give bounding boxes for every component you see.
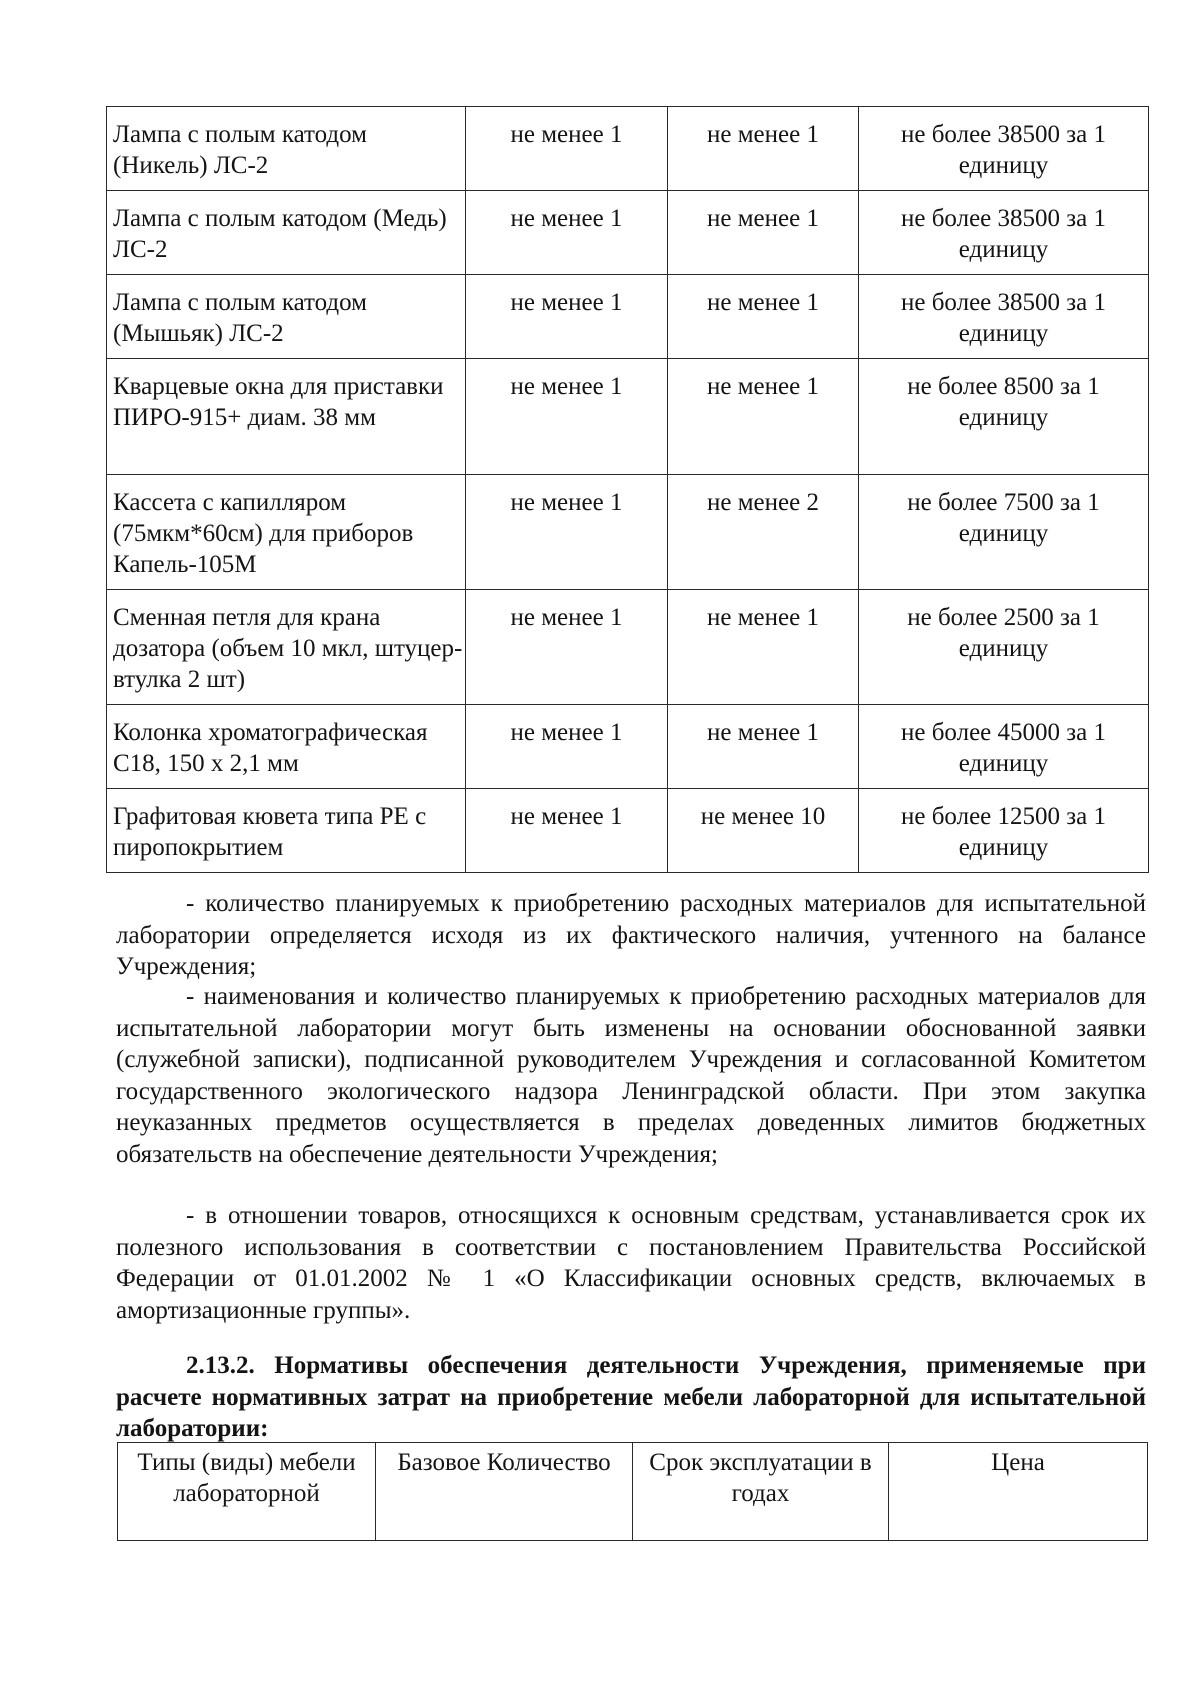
item-quantity-second: не менее 1 [668,107,859,191]
table-row [107,191,1149,275]
table-header-row [118,1443,1148,1541]
item-name: Лампа с полым катодом (Никель) ЛС-2 [107,107,466,191]
item-price: не более 38500 за 1 единицу [859,107,1149,191]
table-row [107,789,1149,873]
table-row [107,475,1149,590]
item-price: не более 38500 за 1 единицу [859,191,1149,275]
section-heading: 2.13.2. Нормативы обеспечения деятельности Учреждения, применяемые при расчете нормативных затрат на приобретение мебели лабораторной для испытательной лаборатории: [116,1352,1146,1442]
table-row [107,275,1149,359]
paragraph-quantity-basis: - количество планируемых к приобретению расходных материалов для испытательной лаборатории определяется исходя из их фактического наличия, учтенного на балансе Учреждения; [116,890,1146,980]
item-quantity: не менее 1 [466,275,668,359]
item-quantity: не менее 1 [466,191,668,275]
item-price: не более 45000 за 1 единицу [859,705,1149,789]
consumables-table [106,106,1149,873]
item-quantity-second: не менее 1 [668,191,859,275]
item-price: не более 38500 за 1 единицу [859,275,1149,359]
table-row [107,359,1149,475]
item-quantity: не менее 1 [466,107,668,191]
table-row [107,107,1149,191]
item-name: Графитовая кювета типа РЕ с пиропокрытием [107,789,466,873]
item-price: не более 7500 за 1 единицу [859,475,1149,590]
item-quantity: не менее 1 [466,475,668,590]
header-furniture-type: Типы (виды) мебели лабораторной [118,1443,376,1541]
header-price: Цена [889,1443,1148,1541]
paragraph-change-procedure: - наименования и количество планируемых к приобретению расходных материалов для испытательной лаборатории могут быть изменены на основании обоснованной заявки (служебной записки), подписанной руководителем Учреждения и согласованной Комитетом государственного экологического надзора Ленинградской области. При этом закупка неуказанных предметов осуществляется в пределах доведенных лимитов бюджетных обязательств на обеспечение деятельности Учреждения; [116,983,1146,1168]
item-price: не более 2500 за 1 единицу [859,590,1149,705]
item-name: Колонка хроматографическая С18, 150 х 2,1 мм [107,705,466,789]
item-price: не более 12500 за 1 единицу [859,789,1149,873]
item-name: Кварцевые окна для приставки ПИРО-915+ диам. 38 мм [107,359,466,475]
header-service-life: Срок эксплуатации в годах [633,1443,889,1541]
item-quantity-second: не менее 1 [668,705,859,789]
item-quantity: не менее 1 [466,789,668,873]
item-quantity-second: не менее 2 [668,475,859,590]
item-quantity-second: не менее 1 [668,275,859,359]
item-quantity-second: не менее 1 [668,359,859,475]
item-price: не более 8500 за 1 единицу [859,359,1149,475]
header-base-quantity: Базовое Количество [376,1443,633,1541]
item-quantity: не менее 1 [466,590,668,705]
item-quantity: не менее 1 [466,359,668,475]
table-row [107,705,1149,789]
paragraph-fixed-assets: - в отношении товаров, относящихся к основным средствам, устанавливается срок их полезного использования в соответствии с постановлением Правительства Российской Федерации от 01.01.2002 № 1 «О Классификации основных средств, включаемых в амортизационные группы». [116,1202,1146,1324]
item-name: Сменная петля для крана дозатора (объем 10 мкл, штуцер-втулка 2 шт) [107,590,466,705]
item-quantity-second: не менее 10 [668,789,859,873]
furniture-table [117,1442,1148,1541]
item-name: Лампа с полым катодом (Мышьяк) ЛС-2 [107,275,466,359]
item-quantity-second: не менее 1 [668,590,859,705]
table-row [107,590,1149,705]
item-name: Кассета с капилляром (75мкм*60см) для приборов Капель-105М [107,475,466,590]
item-quantity: не менее 1 [466,705,668,789]
item-name: Лампа с полым катодом (Медь) ЛС-2 [107,191,466,275]
